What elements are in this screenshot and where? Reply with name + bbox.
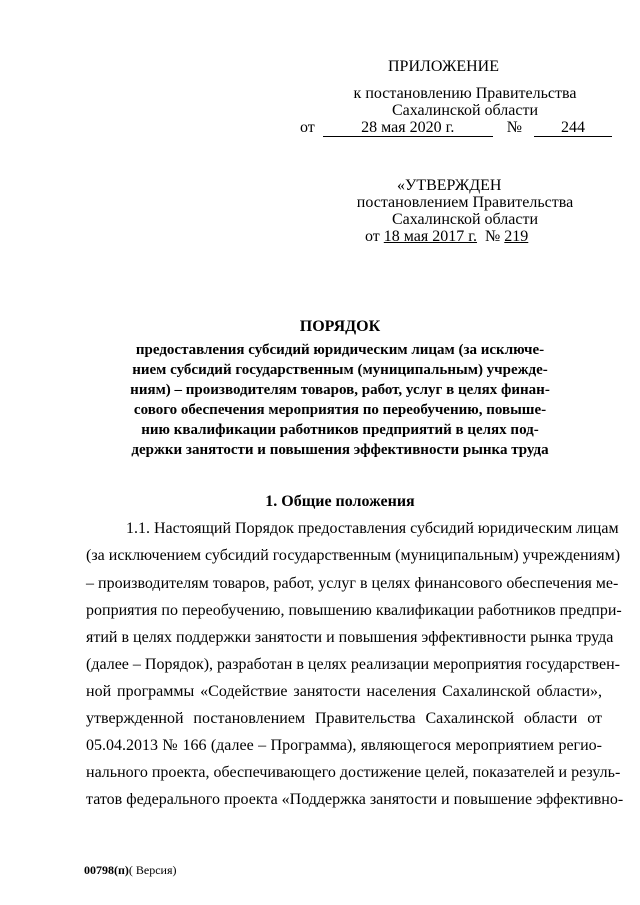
document-title: ПОРЯДОК (299, 318, 381, 335)
appendix-number: 244 (534, 120, 612, 137)
paragraph-line: (далее – Порядок), разработан в целях реализации мероприятия государствен- (86, 656, 620, 673)
paragraph-line: ятий в целях поддержки занятости и повышения эффективности рынка труда (86, 629, 614, 646)
approved-date: 18 мая 2017 г. (383, 228, 478, 245)
paragraph-line: нального проекта, обеспечивающего достижение целей, показателей и резуль- (86, 764, 621, 781)
title-line: нию квалификации работников предприятий в целях под- (141, 422, 539, 438)
appendix-line2: Сахалинской области (391, 102, 539, 119)
appendix-date: 28 мая 2020 г. (323, 120, 493, 137)
paragraph-line: – производителям товаров, работ, услуг в целях финансового обеспечения ме- (86, 575, 619, 592)
section-heading: 1. Общие положения (265, 493, 415, 510)
approved-heading: «УТВЕРЖДЕН (397, 177, 502, 194)
paragraph-line: татов федерального проекта «Поддержка занятости и повышение эффективно- (86, 791, 624, 808)
approved-line1: постановлением Правительства (356, 194, 574, 211)
paragraph-line: 1.1. Настоящий Порядок предоставления субсидий юридическим лицам (126, 520, 619, 537)
title-line: ниям) – производителям товаров, работ, услуг в целях финан- (130, 382, 550, 398)
footer-version: ( Версия) (128, 863, 177, 877)
paragraph-line: утвержденной постановлением Правительства Сахалинской области от (86, 710, 602, 727)
title-line: нием субсидий государственным (муниципальным) учрежде- (132, 362, 548, 378)
approved-number: 219 (504, 228, 529, 245)
appendix-from-label: от (300, 119, 315, 136)
approved-number-label: № (485, 228, 501, 245)
approved-line2: Сахалинской области (391, 211, 539, 228)
paragraph-line: 05.04.2013 № 166 (далее – Программа), являющегося мероприятием регио- (86, 737, 602, 754)
appendix-number-label: № (506, 119, 523, 136)
approved-from-label: от (365, 228, 380, 245)
footer (84, 863, 177, 878)
paragraph-line: (за исключением субсидий государственным (муниципальным) учреждениям) (86, 547, 621, 564)
title-line: сового обеспечения мероприятия по переобучению, повыше- (133, 402, 547, 418)
paragraph-line: роприятия по переобучению, повышению квалификации работников предпри- (86, 602, 622, 619)
paragraph-line: ной программы «Содействие занятости населения Сахалинской области», (86, 683, 602, 700)
title-line: предоставления субсидий юридическим лицам (за исключе- (135, 342, 545, 358)
appendix-heading: ПРИЛОЖЕНИЕ (388, 58, 500, 75)
footer-code: 00798(п) (84, 863, 129, 877)
appendix-line1: к постановлению Правительства (353, 85, 577, 102)
title-line: держки занятости и повышения эффективности рынка труда (131, 442, 549, 458)
appendix-from-line (300, 119, 612, 137)
approved-from-line (365, 228, 528, 246)
